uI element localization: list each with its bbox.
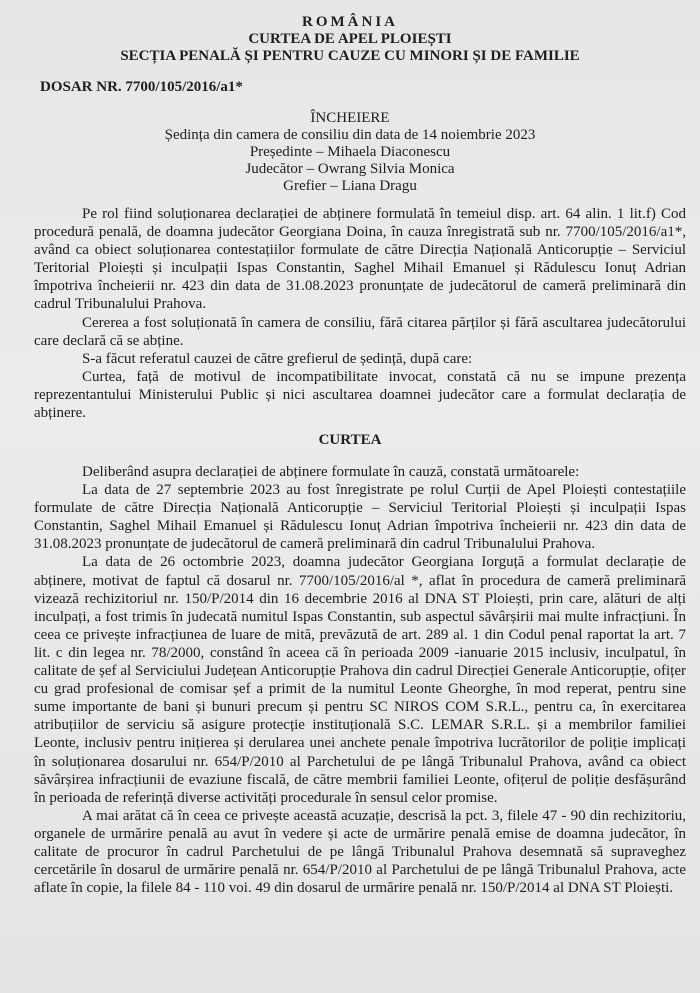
case-number: DOSAR NR. 7700/105/2016/a1* xyxy=(40,79,243,95)
intro-paragraph: Curtea, față de motivul de incompatibilitate invocat, constată că nu se impune prezența reprezentantului Ministerului Public și nici ascultarea doamnei judecător care a formulat declarația de abținere. xyxy=(34,368,686,422)
main-paragraph: Deliberând asupra declarației de abținere formulate în cauză, constată următoarele: xyxy=(82,464,580,480)
session-info: Ședința din camera de consiliu din data de 14 noiembrie 2023 xyxy=(164,127,536,143)
section-heading: CURTEA xyxy=(318,432,382,448)
clerk: Grefier – Liana Dragu xyxy=(283,178,417,194)
header-section: SECȚIA PENALĂ ȘI PENTRU CAUZE CU MINORI ȘI DE FAMILIE xyxy=(120,48,580,64)
header-court: CURTEA DE APEL PLOIEȘTI xyxy=(248,31,452,47)
intro-paragraph: S-a făcut referatul cauzei de către grefierul de ședință, după care: xyxy=(82,350,473,367)
intro-section xyxy=(34,205,686,422)
main-paragraph: La data de 26 octombrie 2023, doamna judecător Georgiana Iorguță a formulat declarație de abținere, motivat de faptul că dosarul nr. 7700/105/2016/al *, aflat în procedura de cameră preliminară vizează rechizitoriul nr. 150/P/2014 din 16 decembrie 2016 al DNA ST Ploiești, prin care, alături de alți inculpați, a fost trimis în judecată numitul Ispas Constantin, sub aspectul săvârșirii mai multe infracțiuni. În ceea ce privește infracțiunea de luare de mită, prevăzută de art. 289 al. 1 din Codul penal raportat la art. 7 lit. c din legea nr. 78/2000, constând în aceea că în perioada 2009 -ianuarie 2015 inclusiv, inculpatul, în calitate de șef al Serviciului Județean Anticorupție Prahova din cadrul Direcției Generale Anticorupție, ofițer cu grad profesional de comisar șef a primit de la numitul Leonte Gheorghe, în mod reperat, pentru sine sume importante de bani și bunuri precum și pentru SC NIROS COM S.R.L., pentru ca, în exercitarea atribuțiilor de serviciu să asigure protecție instituțională S.C. LEMAR S.R.L. și a membrilor familiei Leonte, inclusiv pentru inițierea și derularea unei anchete penale împotriva lucrătorilor de poliție implicați în soluționarea dosarului nr. 654/P/2010 al Parchetului de pe lângă Tribunalul Prahova, având ca obiect săvârșirea infracțiunii de evaziune fiscală, de către membrii familiei Leonte, ofițerul de poliție desfășurând în perioada de referință diverse activități procedurale în sensul celor promise. xyxy=(34,554,686,806)
intro-paragraph: Pe rol fiind soluționarea declarației de abținere formulată în temeiul disp. art. 64 alin. 1 lit.f) Cod procedură penală, de doamna judecător Georgiana Doina, în cauza înregistrată sub nr. 7700/105/2016/a1*, având ca obiect soluționarea contestațiilor formulate de către Direcția Națională Anticorupție – Serviciul Teritorial Ploiești și inculpații Ispas Constantin, Saghel Mihail Emanuel și Rădulescu Ionuț Adrian împotriva încheierii nr. 423 din data de 31.08.2023 pronunțate de judecătorul de cameră preliminară din cadrul Tribunalului Prahova. xyxy=(34,206,686,313)
main-section xyxy=(34,463,686,897)
header-country: ROMÂNIA xyxy=(302,14,398,30)
president: Președinte – Mihaela Diaconescu xyxy=(249,144,451,160)
document-title: ÎNCHEIERE xyxy=(310,110,390,126)
judge: Judecător – Owrang Silvia Monica xyxy=(245,161,455,177)
main-paragraph: La data de 27 septembrie 2023 au fost înregistrate pe rolul Curții de Apel Ploiești contestațiile formulate de către Direcția Națională Anticorupție – Serviciul Teritorial Ploiești și inculpații Ispas Constantin, Saghel Mihail Emanuel și Rădulescu Ionuț Adrian împotriva încheierii nr. 423 din data de 31.08.2023 pronunțate de judecătorul de cameră preliminară din cadrul Tribunalului Prahova. xyxy=(34,482,686,553)
intro-paragraph: Cererea a fost soluționată în camera de consiliu, fără citarea părților și fără ascultarea judecătorului care declară că se abține. xyxy=(34,314,686,349)
main-paragraph: A mai arătat că în ceea ce privește această acuzație, descrisă la pct. 3, filele 47 - 90 din rechizitoriu, organele de urmărire penală au avut în vedere și acte de urmărire penală emise de doamna judecător, în calitate de procuror în cadrul Parchetului de pe lângă Tribunalul Prahova desemnată să supraveghez cercetările în dosarul de urmărire penală nr. 654/P/2010 al Parchetului de pe lângă Tribunalul Prahova, acte aflate în copie, la filele 84 - 110 voi. 49 din dosarul de urmărire penală nr. 150/P/2014 al DNA ST Ploiești. xyxy=(34,807,686,897)
